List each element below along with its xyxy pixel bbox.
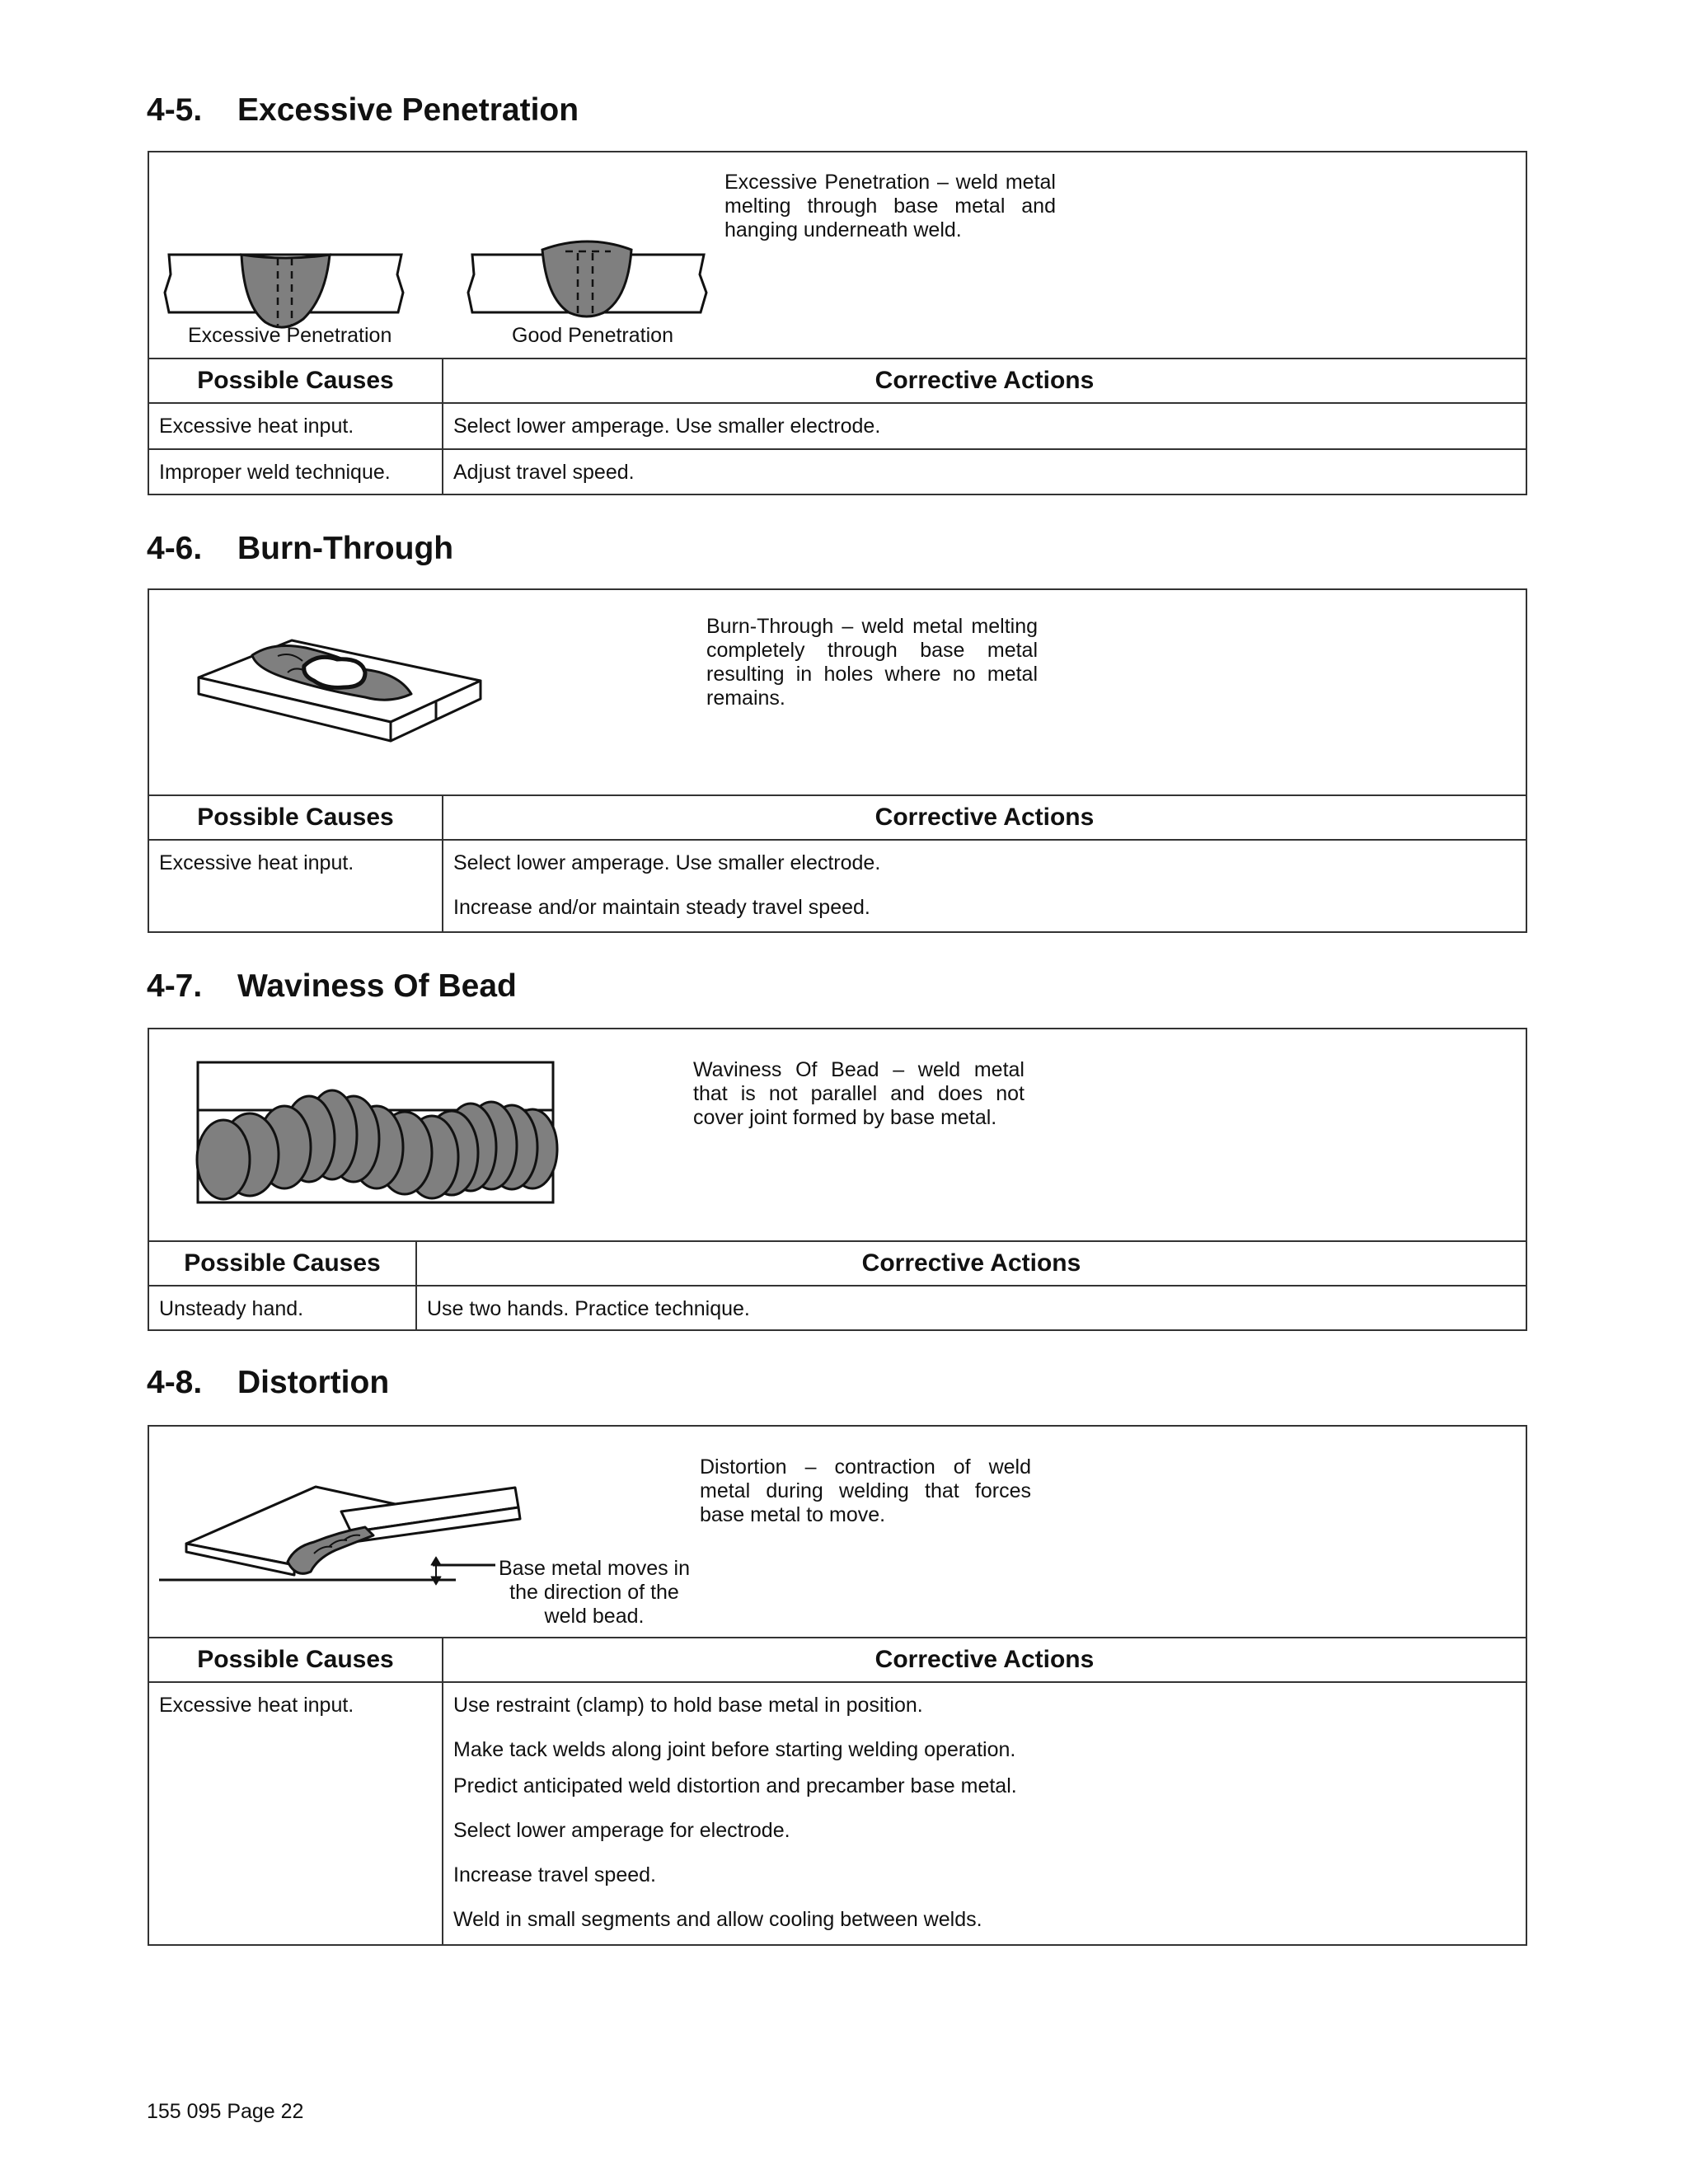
actions-cell: [443, 1683, 1526, 1944]
caption-good-penetration: Good Penetration: [512, 324, 673, 347]
section-heading-4-8: [147, 1364, 389, 1402]
table-row: [149, 841, 1526, 931]
section-title: Excessive Penetration: [237, 92, 579, 128]
action-item: Select lower amperage. Use smaller electrode.: [453, 851, 881, 874]
action-item: Predict anticipated weld distortion and precamber base metal.: [453, 1774, 1017, 1797]
action-item: Select lower amperage for electrode.: [453, 1819, 790, 1842]
action-item: Increase travel speed.: [453, 1863, 656, 1886]
table-header: [149, 1242, 1526, 1286]
section-number: 4-8.: [147, 1365, 203, 1400]
cause-cell: Improper weld technique.: [149, 450, 443, 494]
section-title: Waviness Of Bead: [237, 968, 517, 1004]
description: Distortion – contraction of weld metal during welding that forces base metal to move.: [700, 1455, 1031, 1526]
action-item: Use restraint (clamp) to hold base metal in position.: [453, 1694, 923, 1717]
section-number: 4-7.: [147, 968, 203, 1004]
figure-area: [149, 1427, 1526, 1638]
column-header-causes: Possible Causes: [149, 1638, 443, 1681]
cause-cell: Excessive heat input.: [149, 841, 443, 931]
section-heading-4-6: [147, 530, 453, 568]
column-header-causes: Possible Causes: [149, 359, 443, 402]
action-item: Make tack welds along joint before starting welding operation.: [453, 1738, 1016, 1761]
page-footer: 155 095 Page 22: [147, 2100, 304, 2123]
column-header-actions: Corrective Actions: [874, 367, 1095, 394]
figure-area: [149, 590, 1526, 796]
cause-cell: Unsteady hand.: [149, 1286, 417, 1329]
good-penetration-plate: [468, 241, 706, 316]
section-title: Burn-Through: [237, 531, 454, 566]
description: Excessive Penetration – weld metal melting through base metal and hanging underneath weld.: [724, 171, 1056, 241]
action-item: Increase and/or maintain steady travel speed.: [453, 896, 870, 919]
column-header-causes: Possible Causes: [149, 1242, 417, 1285]
action-item: Adjust travel speed.: [453, 461, 635, 484]
column-header-actions: Corrective Actions: [874, 1646, 1095, 1673]
caption-base-metal-moves: Base metal moves in the direction of the weld bead.: [498, 1557, 691, 1628]
description: Burn-Through – weld metal melting completely through base metal resulting in holes where no metal remains.: [706, 615, 1038, 710]
actions-cell: [443, 404, 1526, 448]
table-header: [149, 1638, 1526, 1683]
table-row: [149, 404, 1526, 450]
cause-cell: Excessive heat input.: [149, 1683, 443, 1944]
action-item: Weld in small segments and allow cooling between welds.: [453, 1908, 982, 1931]
excessive-penetration-plate: [165, 255, 403, 327]
actions-cell: [443, 450, 1526, 494]
troubleshooting-table-4-5: [148, 151, 1527, 495]
section-number: 4-6.: [147, 531, 203, 566]
section-heading-4-5: [147, 91, 579, 129]
waviness-of-bead-illustration: [149, 1029, 578, 1240]
table-header: [149, 796, 1526, 841]
section-title: Distortion: [237, 1365, 390, 1400]
cause-cell: Excessive heat input.: [149, 404, 443, 448]
column-header-actions: Corrective Actions: [874, 804, 1095, 831]
description: Waviness Of Bead – weld metal that is not parallel and does not cover joint formed by base metal.: [693, 1058, 1025, 1129]
table-row: [149, 450, 1526, 494]
section-heading-4-7: [147, 968, 517, 1005]
action-item: Use two hands. Practice technique.: [427, 1297, 750, 1320]
troubleshooting-table-4-8: [148, 1425, 1527, 1946]
column-header-actions: Corrective Actions: [861, 1249, 1081, 1277]
burn-through-illustration: [149, 590, 495, 794]
section-number: 4-5.: [147, 92, 203, 128]
actions-cell: [417, 1286, 1526, 1329]
action-item: Select lower amperage. Use smaller electrode.: [453, 415, 881, 438]
table-header: [149, 359, 1526, 404]
actions-cell: [443, 841, 1526, 931]
troubleshooting-table-4-6: [148, 588, 1527, 933]
caption-excessive-penetration: Excessive Penetration: [188, 324, 392, 347]
figure-area: [149, 152, 1526, 359]
figure-area: [149, 1029, 1526, 1242]
troubleshooting-table-4-7: [148, 1028, 1527, 1331]
column-header-causes: Possible Causes: [149, 796, 443, 839]
table-row: [149, 1683, 1526, 1944]
table-row: [149, 1286, 1526, 1329]
